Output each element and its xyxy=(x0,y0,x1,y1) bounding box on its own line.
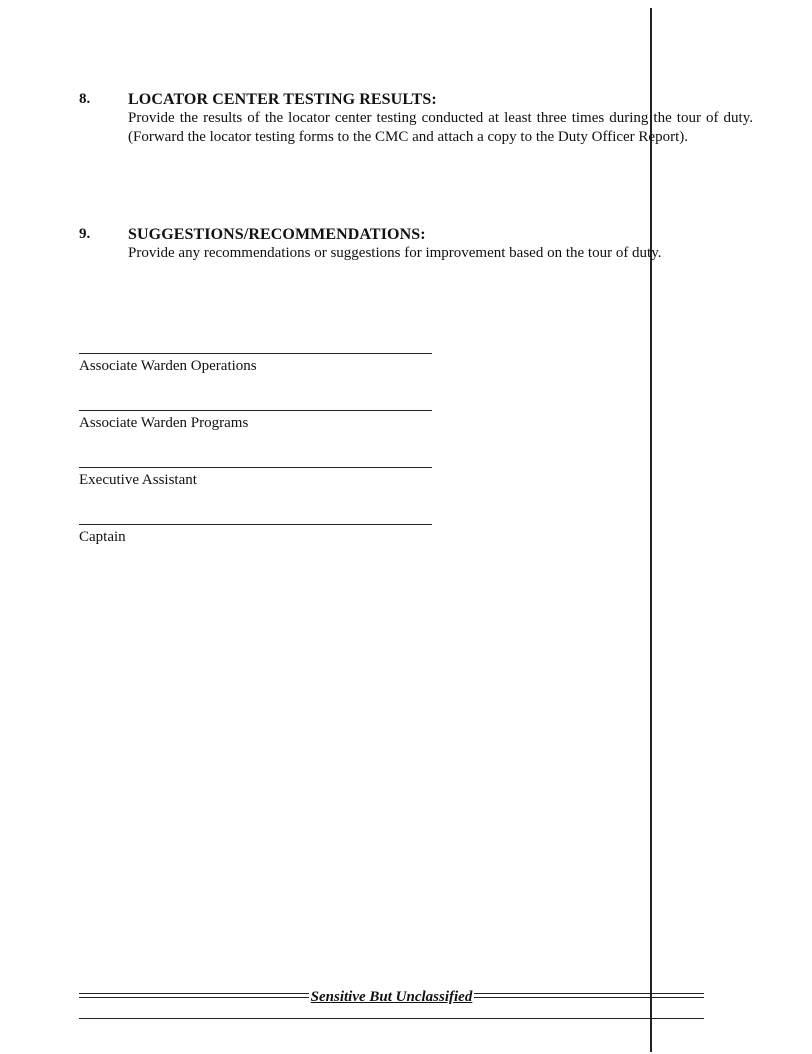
signature-line xyxy=(79,524,432,525)
footer-bottom-rule xyxy=(79,1018,704,1019)
section-heading: SUGGESTIONS/RECOMMENDATIONS: xyxy=(128,226,426,243)
signature-executive-assistant xyxy=(79,467,432,489)
signature-associate-warden-programs xyxy=(79,410,432,432)
signature-label: Associate Warden Operations xyxy=(79,358,257,374)
section-body: Provide the results of the locator center testing conducted at least three times during the tour of duty. (Forward the locator testing forms to the CMC and attach a copy to the Duty Officer Report). xyxy=(128,110,753,145)
signature-captain xyxy=(79,524,432,546)
signature-label: Associate Warden Programs xyxy=(79,415,249,431)
signature-line xyxy=(79,410,432,411)
signature-label: Executive Assistant xyxy=(79,472,197,488)
signature-associate-warden-operations xyxy=(79,353,432,375)
section-heading: LOCATOR CENTER TESTING RESULTS: xyxy=(128,91,437,108)
section-number: 8. xyxy=(79,91,91,107)
signature-line xyxy=(79,353,432,354)
signature-label: Captain xyxy=(79,529,126,545)
vertical-scan-line xyxy=(650,8,652,1052)
section-body: Provide any recommendations or suggestions for improvement based on the tour of duty. xyxy=(128,245,662,261)
section-number: 9. xyxy=(79,226,91,242)
signature-line xyxy=(79,467,432,468)
classification-label: Sensitive But Unclassified xyxy=(310,989,473,1005)
